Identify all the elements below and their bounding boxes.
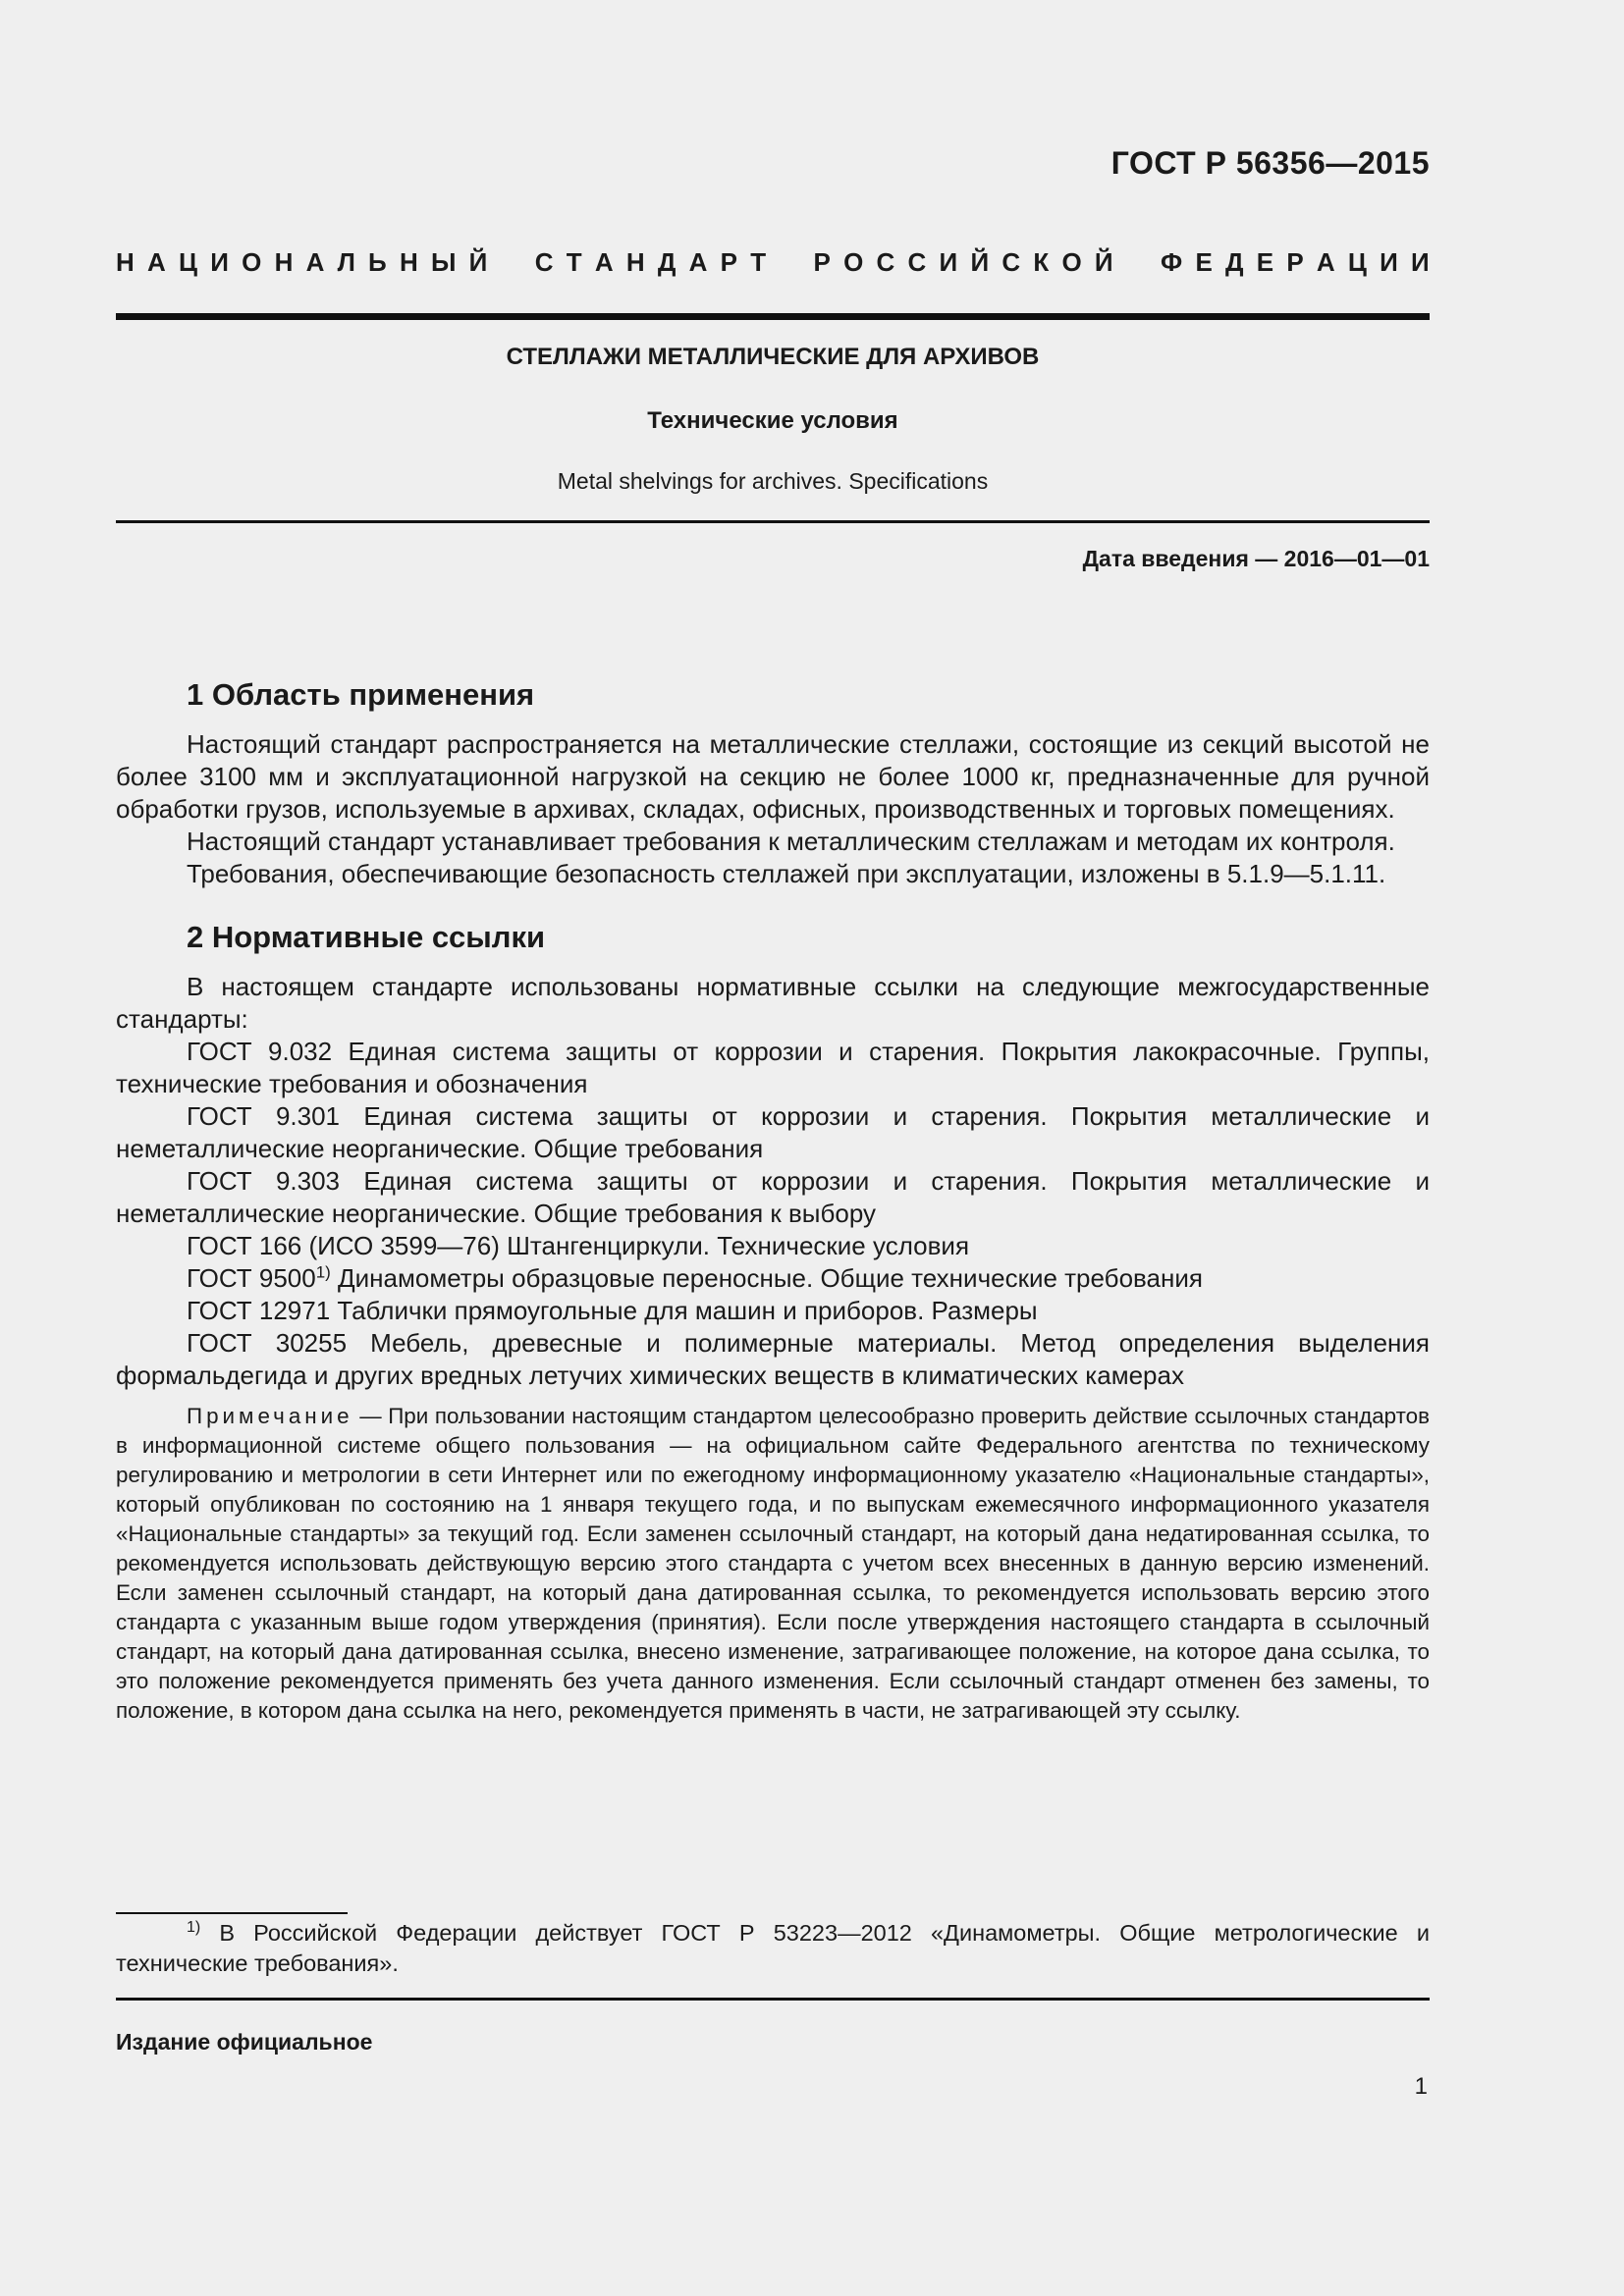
- banner-letter: А: [688, 247, 708, 277]
- banner-letter: К: [1033, 247, 1050, 277]
- reference-item: ГОСТ 9.303 Единая система защиты от коррозии и старения. Покрытия металлические и неметаллические неорганические. Общие требования к выбору: [116, 1166, 1430, 1228]
- banner-letter: Р: [813, 247, 831, 277]
- footnote: [116, 1918, 1430, 1979]
- official-edition-label: Издание официальное: [116, 2029, 373, 2055]
- banner-letter: А: [305, 247, 325, 277]
- banner-letter: Н: [625, 247, 645, 277]
- banner-letter: И: [210, 247, 229, 277]
- header-rule-top: [116, 313, 1430, 320]
- footnote-rule: [116, 1912, 348, 1914]
- banner-letter: Й: [970, 247, 990, 277]
- banner-letter: Т: [750, 247, 767, 277]
- banner-letter: О: [242, 247, 262, 277]
- section-1-paragraph: Настоящий стандарт устанавливает требования к металлическим стеллажам и методам их контроля.: [187, 827, 1395, 856]
- reference-item: ГОСТ 9.032 Единая система защиты от коррозии и старения. Покрытия лакокрасочные. Группы, технические требования и обозначения: [116, 1037, 1430, 1098]
- reference-code: ГОСТ 9500: [187, 1263, 316, 1293]
- banner-letter: С: [1001, 247, 1021, 277]
- note-text: — При пользовании настоящим стандартом целесообразно проверить действие ссылочных стандартов в информационной системе общего пользования — на официальном сайте Федерального агентства по техническому регулированию и метрологии в сети Интернет или по ежегодному информационному указателю «Национальные стандарты», который опубликован по состоянию на 1 января текущего года, и по выпускам ежемесячного информационного указателя «Национальные стандарты» за текущий год. Если заменен ссылочный стандарт, на который дана недатированная ссылка, то рекомендуется использовать действующую версию этого стандарта с учетом всех внесенных в данную версию изменений. Если заменен ссылочный стандарт, на который дана датированная ссылка, то рекомендуется использовать версию этого стандарта с указанным выше годом утверждения (принятия). Если после утверждения настоящего стандарта в ссылочный стандарт, на который дана датированная ссылка, внесено изменение, затрагивающее положение, на которое дана ссылка, то это положение рекомендуется применять без учета данного изменения. Если ссылочный стандарт отменен без замены, то положение, в котором дана ссылка на него, рекомендуется применять в части, не затрагивающей эту ссылку.: [116, 1404, 1430, 1723]
- banner-letter: Ы: [430, 247, 457, 277]
- banner-letter: О: [843, 247, 864, 277]
- footnote-text: В Российской Федерации действует ГОСТ Р 53223—2012 «Динамометры. Общие метрологические и технические требования».: [116, 1920, 1430, 1976]
- banner-letter: Р: [1286, 247, 1304, 277]
- banner-letter: С: [534, 247, 554, 277]
- banner-letter: И: [1411, 247, 1430, 277]
- section-2-intro: В настоящем стандарте использованы нормативные ссылки на следующие межгосударственные стандарты:: [116, 972, 1430, 1034]
- banner-letter: Й: [1094, 247, 1113, 277]
- reference-item: ГОСТ 30255 Мебель, древесные и полимерные материалы. Метод определения выделения формальдегида и других вредных летучих химических веществ в климатических камерах: [116, 1328, 1430, 1390]
- footer-rule: [116, 1998, 1430, 2001]
- national-standard-banner: [116, 247, 1430, 278]
- reference-item: ГОСТ 12971 Таблички прямоугольные для машин и приборов. Размеры: [187, 1296, 1038, 1325]
- banner-letter: Д: [1225, 247, 1244, 277]
- banner-letter: [779, 247, 800, 278]
- section-1-heading: 1 Область применения: [187, 677, 535, 712]
- banner-letter: А: [147, 247, 166, 277]
- banner-letter: Е: [1256, 247, 1274, 277]
- footnote-mark: 1): [187, 1919, 201, 1937]
- banner-letter: Н: [399, 247, 418, 277]
- banner-letter: Е: [1195, 247, 1213, 277]
- banner-letter: Ц: [179, 247, 197, 277]
- banner-letter: О: [1061, 247, 1082, 277]
- section-1-paragraph: Требования, обеспечивающие безопасность стеллажей при эксплуатации, изложены в 5.1.9—5.1.11.: [187, 859, 1386, 888]
- reference-item: ГОСТ 166 (ИСО 3599—76) Штангенциркули. Технические условия: [187, 1231, 970, 1260]
- banner-letter: С: [907, 247, 927, 277]
- document-subtitle: Технические условия: [647, 407, 898, 434]
- banner-letter: [1126, 247, 1148, 278]
- banner-letter: Й: [468, 247, 488, 277]
- banner-letter: Ц: [1347, 247, 1367, 277]
- banner-letter: Д: [657, 247, 677, 277]
- banner-letter: Н: [274, 247, 294, 277]
- section-1-paragraph: Настоящий стандарт распространяется на металлические стеллажи, состоящие из секций высотой не более 3100 мм и эксплуатационной нагрузкой на секцию не более 1000 кг, предназначенные для ручной обработки грузов, используемые в архивах, складах, офисных, производственных и торговых помещениях.: [116, 729, 1430, 824]
- document-number: ГОСТ Р 56356—2015: [1110, 145, 1430, 181]
- introduction-date: Дата введения — 2016—01—01: [1082, 546, 1430, 571]
- banner-letter: Ь: [368, 247, 387, 277]
- banner-letter: Н: [116, 247, 135, 277]
- banner-letter: Т: [566, 247, 582, 277]
- banner-letter: И: [939, 247, 958, 277]
- note-label: Примечание: [187, 1404, 353, 1428]
- header-rule-bottom: [116, 520, 1430, 523]
- banner-letter: Р: [720, 247, 737, 277]
- reference-title: Динамометры образцовые переносные. Общие технические требования: [330, 1263, 1203, 1293]
- main-content: [116, 673, 1430, 1726]
- footnote-marker[interactable]: 1): [315, 1262, 331, 1282]
- banner-letter: А: [594, 247, 614, 277]
- section-2-heading: 2 Нормативные ссылки: [187, 920, 546, 954]
- page-number: 1: [1414, 2073, 1428, 2100]
- document-title: СТЕЛЛАЖИ МЕТАЛЛИЧЕСКИЕ ДЛЯ АРХИВОВ: [506, 344, 1040, 370]
- banner-letter: И: [1380, 247, 1398, 277]
- reference-item: ГОСТ 9.301 Единая система защиты от коррозии и старения. Покрытия металлические и неметаллические неорганические. Общие требования: [116, 1101, 1430, 1163]
- english-title: Metal shelvings for archives. Specifications: [557, 468, 989, 494]
- banner-letter: Ф: [1161, 247, 1183, 277]
- banner-letter: А: [1316, 247, 1335, 277]
- banner-letter: [501, 247, 522, 278]
- note-paragraph: [116, 1402, 1430, 1726]
- reference-item: [116, 1262, 1430, 1295]
- banner-letter: Л: [337, 247, 355, 277]
- banner-letter: С: [876, 247, 895, 277]
